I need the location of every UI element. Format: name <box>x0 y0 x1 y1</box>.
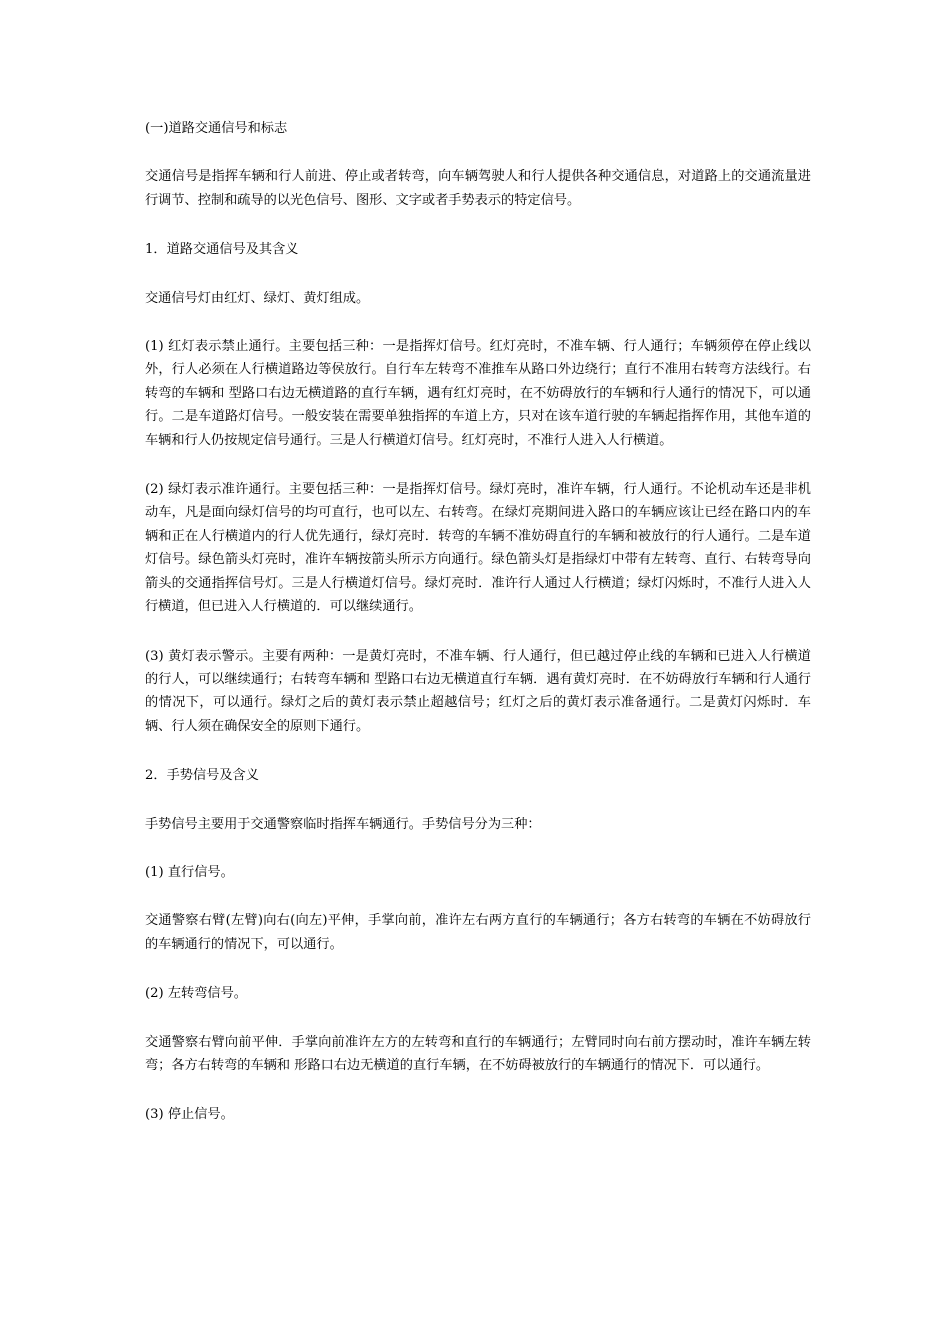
paragraph: 交通信号灯由红灯、绿灯、黄灯组成。 <box>145 290 370 306</box>
subsection-heading: 1．道路交通信号及其含义 <box>145 242 299 258</box>
list-item-heading: (2) 左转弯信号。 <box>145 986 247 1002</box>
document-body <box>145 117 811 1152</box>
list-item-heading: (1) 直行信号。 <box>145 864 234 880</box>
paragraph: 交通警察右臂(左臂)向右(向左)平伸，手掌向前，准许左右两方直行的车辆通行；各方右转弯的车辆在不妨碍放行的车辆通行的情况下，可以通行。 <box>145 913 811 952</box>
paragraph: 手势信号主要用于交通警察临时指挥车辆通行。手势信号分为三种： <box>145 816 541 832</box>
paragraph: 交通警察右臂向前平伸．手掌向前准许左方的左转弯和直行的车辆通行；左臂同时向右前方摆动时，准许车辆左转弯；各方右转弯的车辆和 形路口右边无横道的直行车辆，在不妨碍被放行的车辆通行的情况下．可以通行。 <box>145 1034 811 1073</box>
paragraph: (2) 绿灯表示准许通行。主要包括三种：一是指挥灯信号。绿灯亮时，准许车辆，行人通行。不论机动车还是非机动车，凡是面向绿灯信号的均可直行，也可以左、右转弯。在绿灯亮期间进入路口的车辆应该让已经在路口内的车辆和正在人行横道内的行人优先通行，绿灯亮时．转弯的车辆不准妨碍直行的车辆和被放行的行人通行。二是车道灯信号。绿色箭头灯亮时，准许车辆按箭头所示方向通行。绿色箭头灯是指绿灯中带有左转弯、直行、右转弯导向箭头的交通指挥信号灯。三是人行横道灯信号。绿灯亮时．准许行人通过人行横道；绿灯闪烁时，不准行人进入人行横道，但已进入人行横道的．可以继续通行。 <box>145 482 811 615</box>
paragraph: 交通信号是指挥车辆和行人前进、停止或者转弯，向车辆驾驶人和行人提供各种交通信息，对道路上的交通流量进行调节、控制和疏导的以光色信号、图形、文字或者手势表示的特定信号。 <box>145 169 811 208</box>
paragraph: (3) 黄灯表示警示。主要有两种：一是黄灯亮时，不准车辆、行人通行，但已越过停止线的车辆和已进入人行横道的行人，可以继续通行；右转弯车辆和 型路口右边无横道直行车辆．遇有黄灯亮时．在不妨碍放行车辆和行人通行的情况下，可以通行。绿灯之后的黄灯表示禁止超越信号；红灯之后的黄灯表示准备通行。二是黄灯闪烁时．车辆、行人须在确保安全的原则下通行。 <box>145 648 811 734</box>
paragraph: (1) 红灯表示禁止通行。主要包括三种：一是指挥灯信号。红灯亮时，不准车辆、行人通行；车辆须停在停止线以外，行人必须在人行横道路边等侯放行。自行车左转弯不准推车从路口外边绕行；直行不准用右转弯方法线行。右转弯的车辆和 型路口右边无横道路的直行车辆，遇有红灯亮时，在不妨碍放行的车辆和行人通行的情况下，可以通行。二是车道路灯信号。一般安装在需要单独指挥的车道上方，只对在该车道行驶的车辆起指挥作用，其他车道的车辆和行人仍按规定信号通行。三是人行横道灯信号。红灯亮时，不准行人进入人行横道。 <box>145 339 811 448</box>
subsection-heading: 2．手势信号及含义 <box>145 768 259 784</box>
list-item-heading: (3) 停止信号。 <box>145 1107 234 1123</box>
section-heading: (一)道路交通信号和标志 <box>145 121 288 136</box>
